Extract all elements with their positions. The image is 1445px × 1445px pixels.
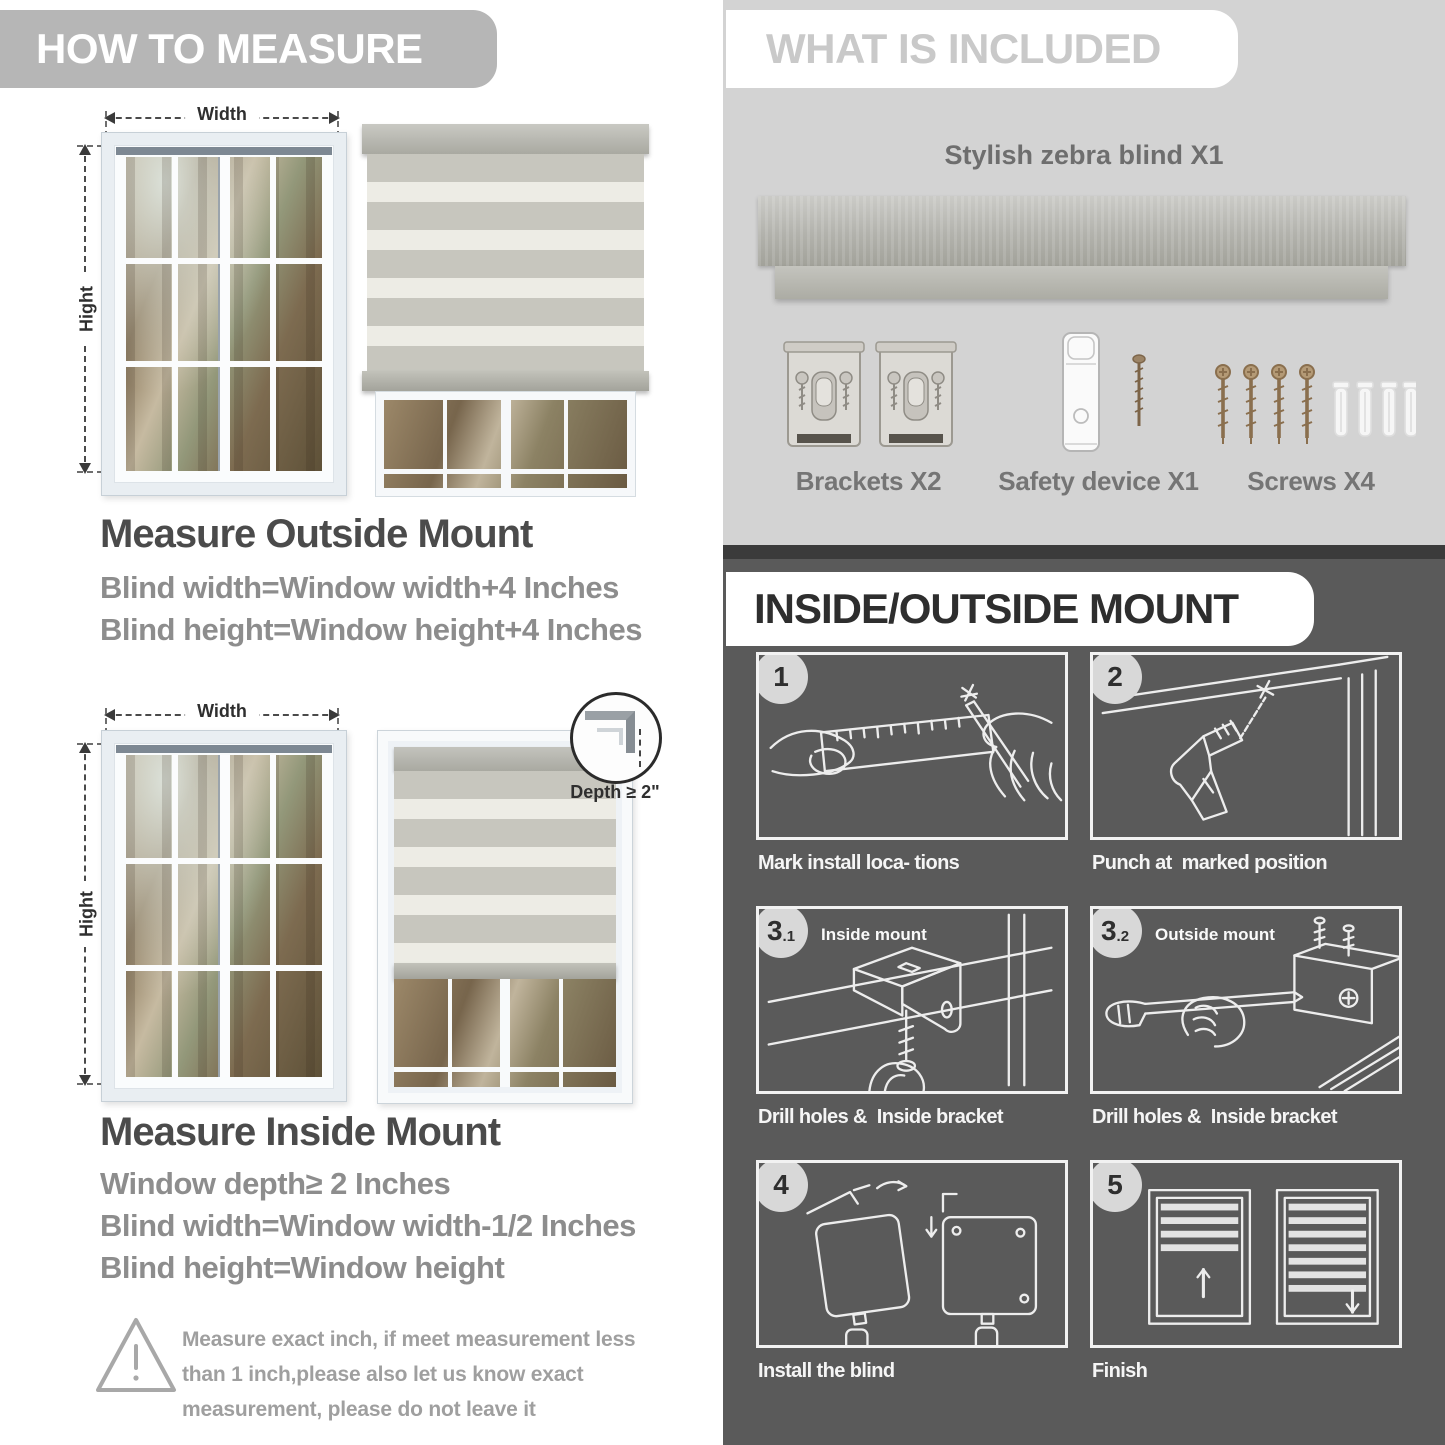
step-number: 5 bbox=[1107, 1169, 1123, 1200]
step-number-sub: .2 bbox=[1116, 927, 1130, 945]
zebra-blind-outside-photo bbox=[362, 124, 649, 497]
zebra-blind-headrail bbox=[758, 196, 1406, 266]
frame-corner-inner bbox=[597, 728, 623, 745]
width-label-outside: Width bbox=[185, 104, 259, 125]
step-caption: Install the blind bbox=[758, 1360, 895, 1382]
window-photo-inside bbox=[101, 730, 347, 1102]
inside-mount-line: Blind height=Window height bbox=[100, 1250, 505, 1285]
depth-magnifier bbox=[570, 692, 662, 784]
what-is-included-title: WHAT IS INCLUDED bbox=[766, 25, 1161, 72]
window-mullion bbox=[218, 157, 230, 471]
window-muntin bbox=[394, 1067, 616, 1072]
outside-mount-line: Blind height=Window height+4 Inches bbox=[100, 612, 642, 647]
step-5-illustration-panel bbox=[1090, 1160, 1402, 1348]
step-caption: Punch at marked position bbox=[1092, 852, 1328, 874]
outside-mount-title: Measure Outside Mount bbox=[100, 512, 533, 556]
screws-icon bbox=[1211, 360, 1416, 460]
note-text bbox=[182, 1322, 635, 1427]
arrow-tick bbox=[77, 471, 103, 473]
height-label-outside: Hight bbox=[75, 276, 100, 342]
what-is-included-section bbox=[723, 0, 1445, 545]
step-3-1-illustration-panel bbox=[756, 906, 1068, 1094]
window-muntin bbox=[172, 157, 178, 471]
depth-dashed-line bbox=[639, 729, 641, 767]
blind-cassette bbox=[362, 124, 649, 154]
brackets-label: Brackets X2 bbox=[795, 466, 942, 496]
step-3-2-illustration-panel bbox=[1090, 906, 1402, 1094]
step-caption: Finish bbox=[1092, 1360, 1148, 1382]
step-2-illustration-panel bbox=[1090, 652, 1402, 840]
step-caption: Drill holes & Inside bracket bbox=[1092, 1106, 1337, 1128]
window-mullion bbox=[218, 755, 230, 1077]
window-muntin bbox=[126, 361, 322, 367]
step-number: 2 bbox=[1107, 661, 1123, 692]
inside-mount-line: Blind width=Window width-1/2 Inches bbox=[100, 1208, 636, 1243]
window-mullion bbox=[501, 400, 511, 488]
mount-section-header bbox=[726, 572, 1314, 646]
note-line: than 1 inch,please also let us know exact bbox=[182, 1363, 584, 1386]
window-muntin bbox=[270, 157, 276, 471]
warning-triangle-icon bbox=[92, 1314, 180, 1398]
mount-section-title: INSIDE/OUTSIDE MOUNT bbox=[754, 585, 1239, 632]
blind-bottom-rail bbox=[394, 963, 616, 979]
inside-mount-line: Window depth≥ 2 Inches bbox=[100, 1166, 451, 1201]
note-line: measurement, please do not leave it bbox=[182, 1398, 536, 1421]
window-glass bbox=[394, 979, 616, 1087]
window-muntin bbox=[443, 400, 447, 488]
height-arrow-inside bbox=[76, 744, 97, 1084]
window-muntin bbox=[270, 755, 276, 1077]
step-number-sub: .1 bbox=[782, 927, 796, 945]
width-arrow-outside bbox=[106, 104, 338, 124]
window-muntin bbox=[384, 469, 627, 474]
window-muntin bbox=[126, 258, 322, 264]
width-label-inside: Width bbox=[185, 701, 259, 722]
depth-label: Depth ≥ 2" bbox=[570, 782, 660, 802]
note-line: Measure exact inch, if meet measurement less bbox=[182, 1328, 636, 1351]
width-arrow-inside bbox=[106, 701, 338, 721]
height-arrow-outside bbox=[76, 146, 97, 472]
step-1-illustration-panel bbox=[756, 652, 1068, 840]
step-number: 1 bbox=[773, 661, 789, 692]
step-4-illustration-panel bbox=[756, 1160, 1068, 1348]
step-caption: Drill holes & Inside bracket bbox=[758, 1106, 1003, 1128]
window-muntin bbox=[564, 400, 568, 488]
step-number: 3 bbox=[766, 915, 783, 946]
how-to-measure-header bbox=[0, 10, 497, 88]
blind-stripes bbox=[367, 154, 644, 371]
window-muntin bbox=[126, 965, 322, 971]
window-glass bbox=[126, 157, 322, 471]
inside-mount-title: Measure Inside Mount bbox=[100, 1110, 501, 1154]
bracket-icon bbox=[783, 338, 958, 458]
zebra-blind-headrail-bottom bbox=[775, 266, 1388, 299]
how-to-measure-title: HOW TO MEASURE bbox=[36, 25, 423, 72]
window-top-strip bbox=[116, 147, 332, 155]
what-is-included-header bbox=[726, 10, 1238, 88]
step-caption: Mark install loca- tions bbox=[758, 852, 960, 874]
outside-mount-line: Blind width=Window width+4 Inches bbox=[100, 570, 619, 605]
step-number: 3 bbox=[1100, 915, 1117, 946]
window-glass bbox=[126, 755, 322, 1077]
blind-item-label: Stylish zebra blind X1 bbox=[944, 140, 1224, 170]
window-below-blind bbox=[375, 391, 636, 497]
arrow-tick bbox=[77, 145, 103, 147]
window-glass bbox=[384, 400, 627, 488]
window-top-strip bbox=[116, 745, 332, 753]
step-number: 4 bbox=[773, 1169, 789, 1200]
screws-label: Screws X4 bbox=[1247, 466, 1375, 496]
height-label-inside: Hight bbox=[75, 881, 100, 947]
safety-device-label: Safety device X1 bbox=[998, 466, 1199, 496]
blind-bottom-rail bbox=[362, 371, 649, 391]
section-divider bbox=[723, 545, 1445, 559]
arrow-tick bbox=[77, 743, 103, 745]
safety-device-icon bbox=[1051, 328, 1171, 460]
mount-steps-section bbox=[723, 559, 1445, 1445]
window-photo-outside bbox=[101, 132, 347, 496]
window-muntin bbox=[172, 755, 178, 1077]
step-inline-title: Inside mount bbox=[821, 925, 927, 944]
arrow-tick bbox=[77, 1083, 103, 1085]
step-inline-title: Outside mount bbox=[1155, 925, 1275, 944]
window-muntin bbox=[126, 858, 322, 864]
